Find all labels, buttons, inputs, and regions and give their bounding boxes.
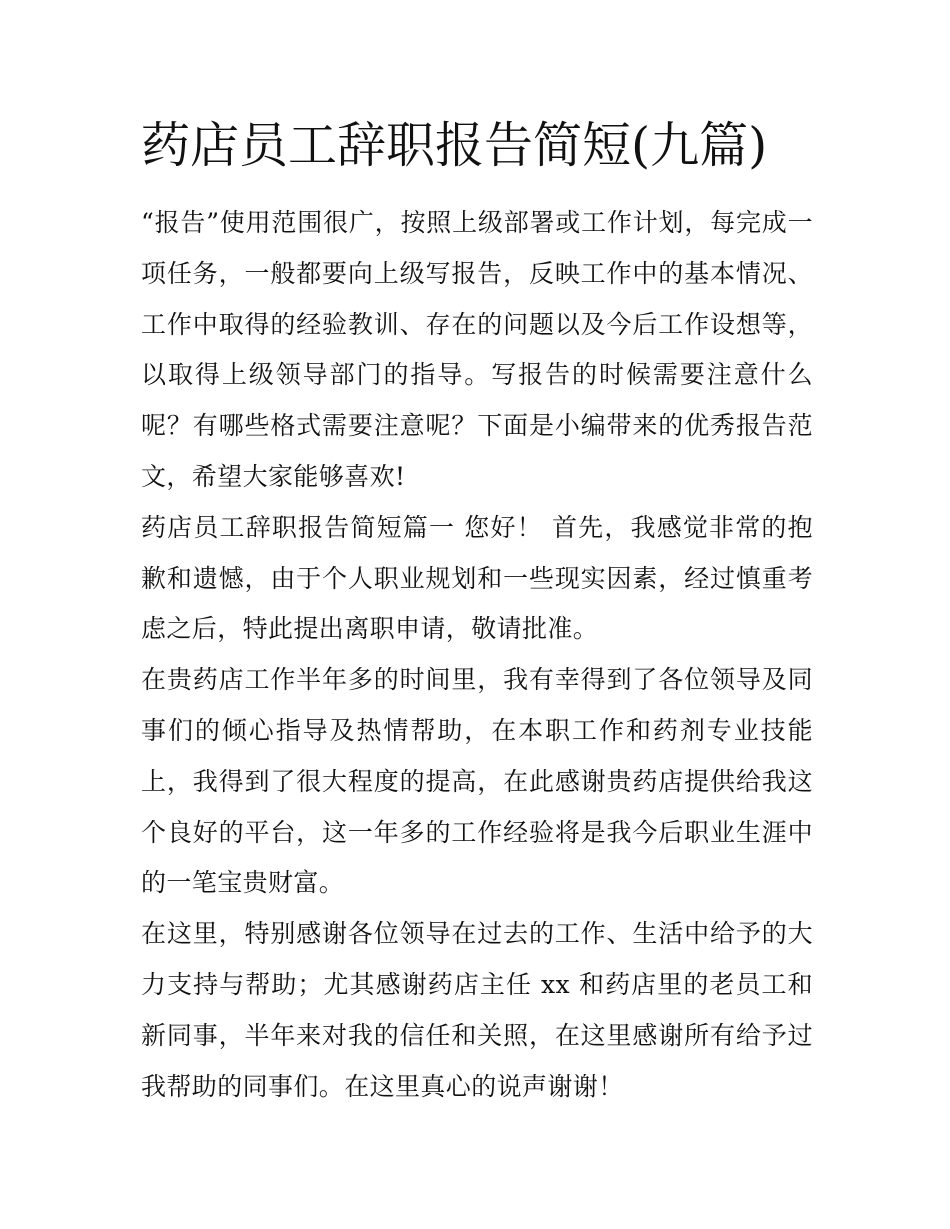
body-paragraph-experience: 在贵药店工作半年多的时间里，我有幸得到了各位领导及同事们的倾心指导及热情帮助，在本职工作和药剂专业技能上，我得到了很大程度的提高，在此感谢贵药店提供给我这个良好的平台，这一年多的工作经验将是我今后职业生涯中的一笔宝贵财富。 bbox=[141, 665, 813, 898]
body-paragraph-opening: 药店员工辞职报告简短篇一 您好！ 首先，我感觉非常的抱歉和遗憾，由于个人职业规划和一些现实因素，经过慎重考虑之后，特此提出离职申请，敬请批准。 bbox=[141, 512, 813, 644]
document-title: 药店员工辞职报告简短(九篇) bbox=[141, 117, 768, 174]
intro-paragraph: “报告”使用范围很广，按照上级部署或工作计划，每完成一项任务，一般都要向上级写报告，反映工作中的基本情况、工作中取得的经验教训、存在的问题以及今后工作设想等，以取得上级领导部门的指导。写报告的时候需要注意什么呢？有哪些格式需要注意呢？下面是小编带来的优秀报告范文，希望大家能够喜欢! bbox=[141, 208, 813, 491]
document-page bbox=[141, 110, 813, 1112]
body-paragraph-thanks: 在这里，特别感谢各位领导在过去的工作、生活中给予的大力支持与帮助；尤其感谢药店主任 xx 和药店里的老员工和新同事，半年来对我的信任和关照，在这里感谢所有给予过我帮助的同事们。在这里真心的说声谢谢！ bbox=[141, 919, 813, 1101]
